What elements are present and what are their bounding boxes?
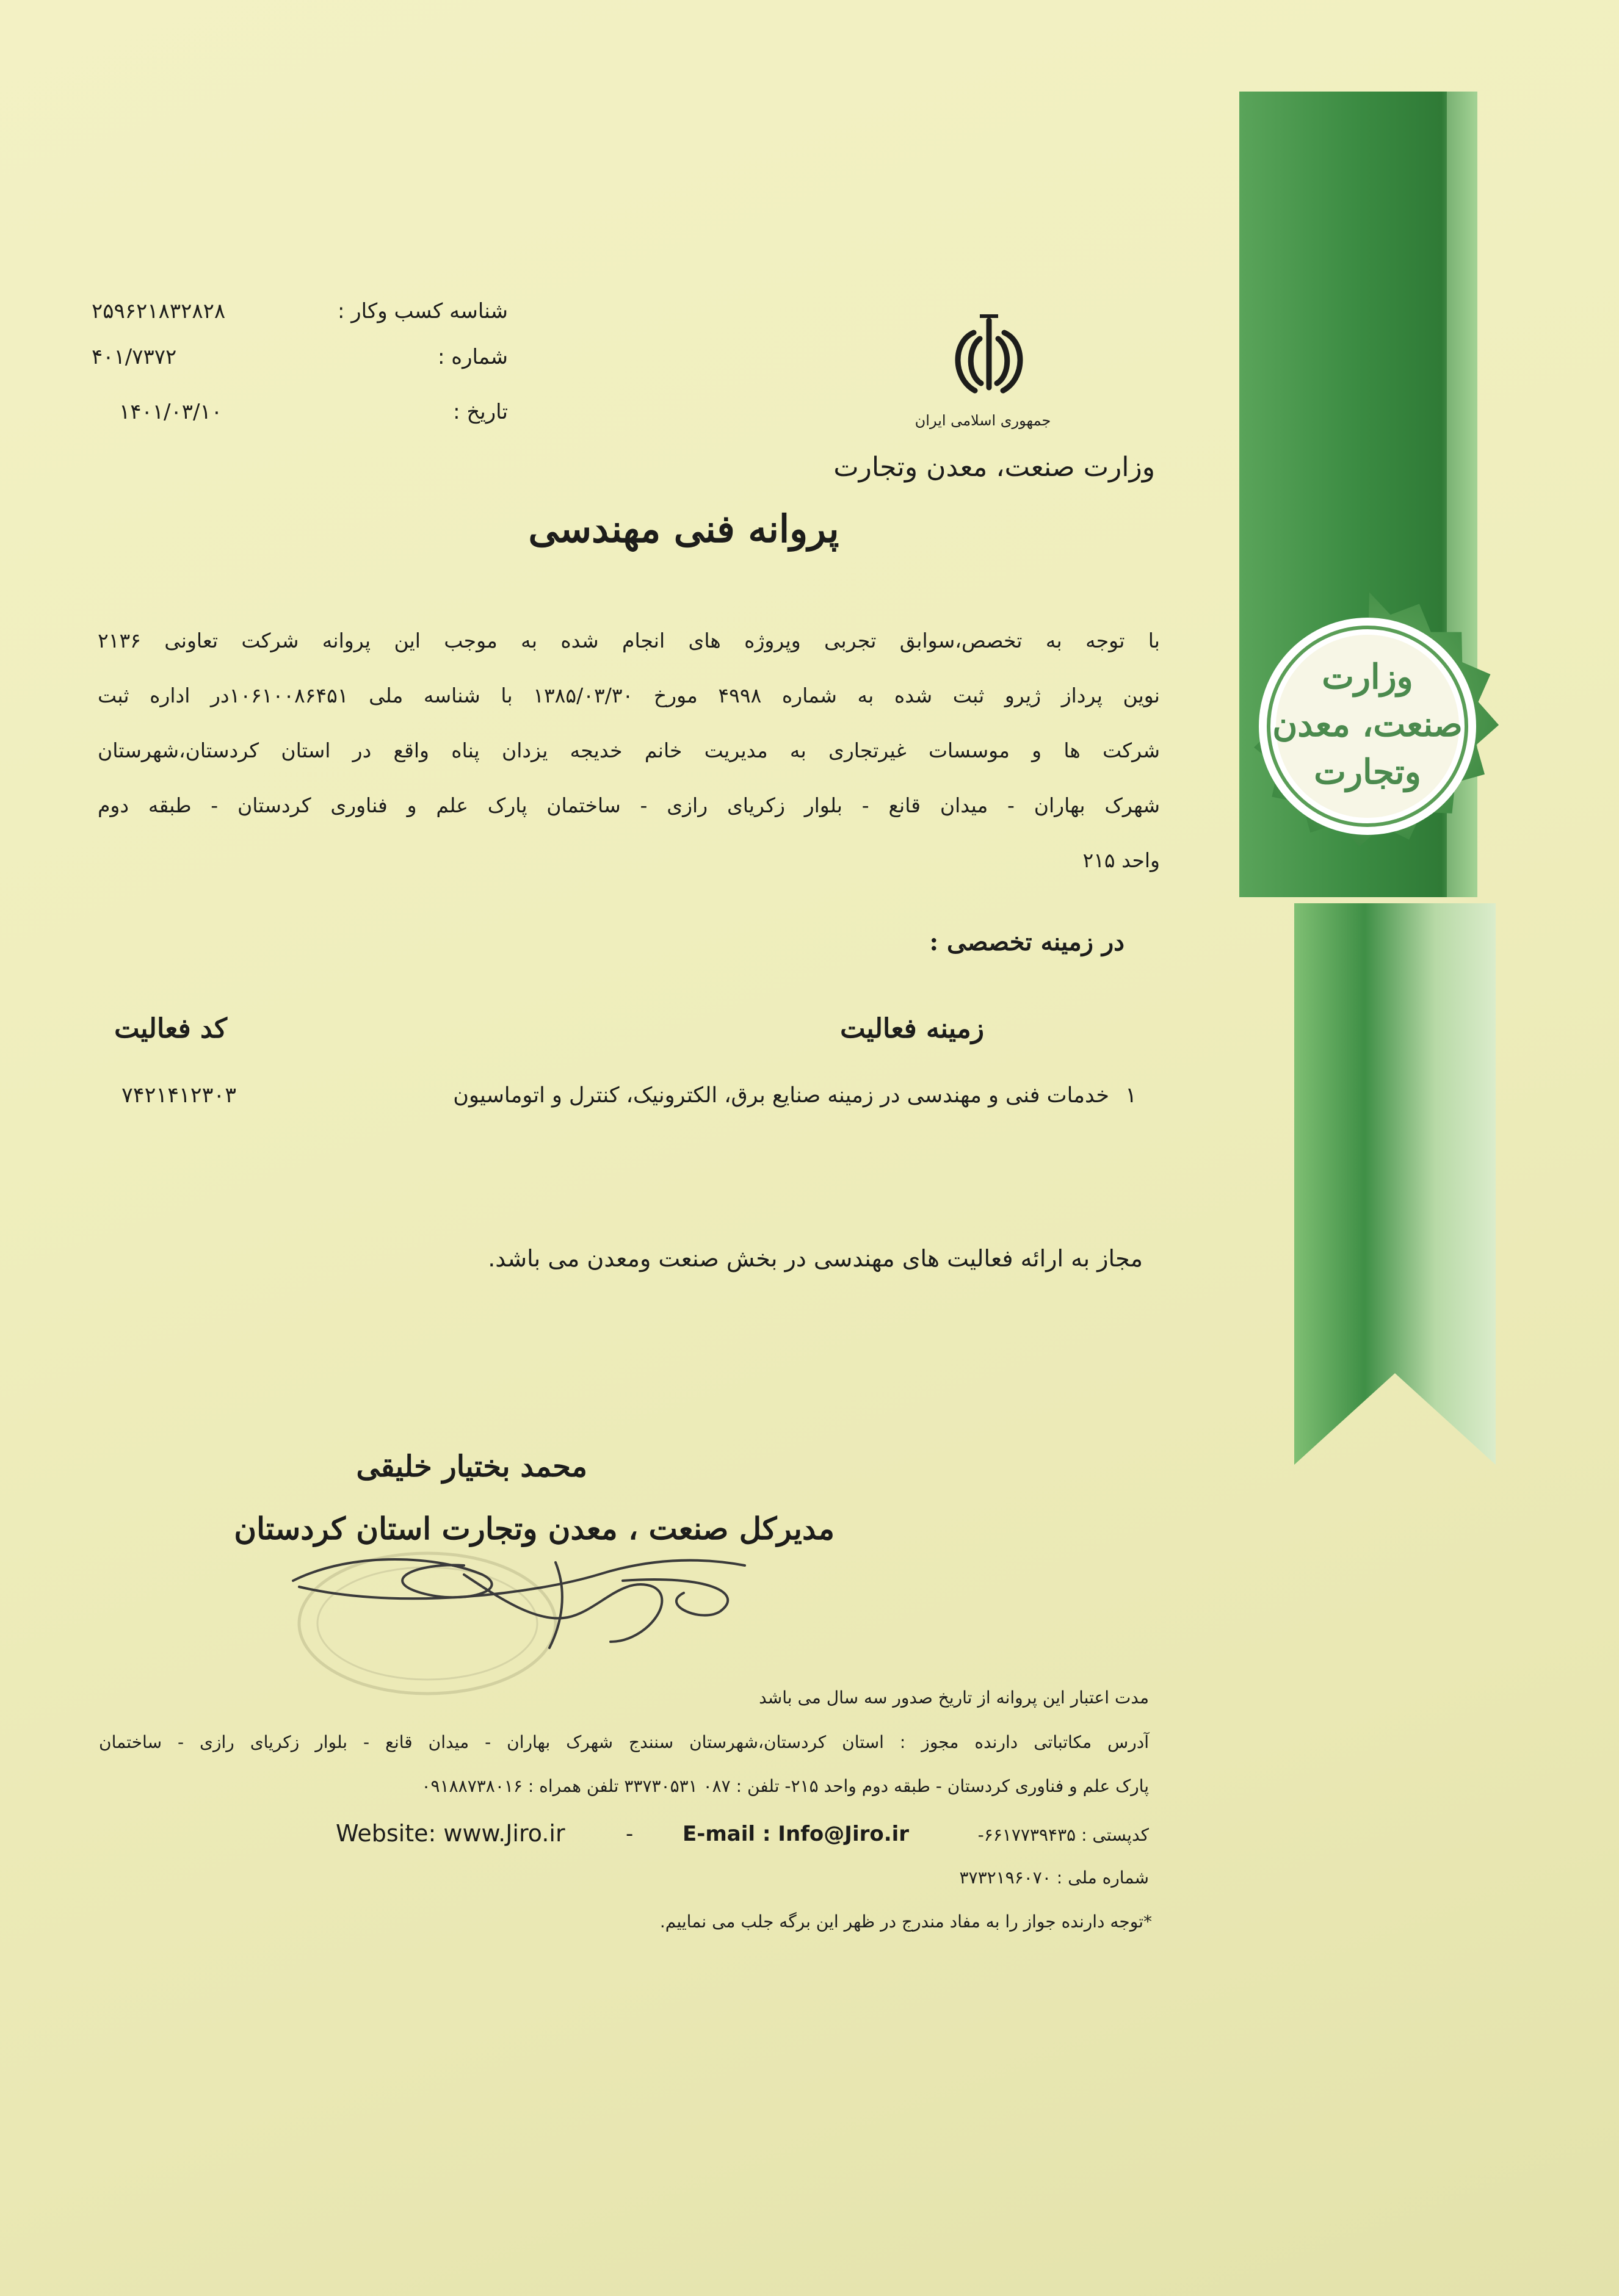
activity-row-code: ۷۴۲۱۴۱۲۳۰۳ — [121, 1083, 236, 1108]
website-link[interactable]: Website: www.Jiro.ir — [336, 1820, 565, 1847]
column-activity-code: کد فعالیت — [114, 1013, 227, 1044]
document-title: پروانه فنی مهندسی — [528, 507, 839, 551]
business-id-value: ۲۵۹۶۲۱۸۳۲۸۲۸ — [92, 299, 226, 323]
column-activity-field: زمینه فعالیت — [840, 1013, 984, 1044]
ministry-name: وزارت صنعت، معدن وتجارت — [833, 452, 1155, 483]
activity-row-description: خدمات فنی و مهندسی در زمینه صنایع برق، الکترونیک، کنترل و اتوماسیون — [453, 1083, 1109, 1108]
signatory-title: مدیرکل صنعت ، معدن وتجارت استان کردستان — [234, 1511, 835, 1547]
seal-line-1: وزارت — [1322, 657, 1413, 697]
postal-code: کدپستی : ۶۶۱۷۷۳۹۴۳۵- — [977, 1825, 1149, 1845]
body-line-4: شهرک بهاران - میدان قانع - بلوار زکریای رازی - ساختمان پارک علم و فناوری کردستان - طبقه دوم — [98, 793, 1160, 817]
number-value: ۴۰۱/۷۳۷۲ — [92, 345, 177, 369]
address-line-2: پارک علم و فناوری کردستان - طبقه دوم واحد ۲۱۵- تلفن : ۰۸۷ ۳۳۷۳۰۵۳۱ تلفن همراه : ۰۹۱۸۸۷۳۸۰۱۶ — [421, 1776, 1149, 1796]
activity-row-index: ۱ — [1125, 1083, 1137, 1108]
body-line-5: واحد ۲۱۵ — [1082, 848, 1160, 872]
seal-line-2: صنعت، معدن — [1272, 704, 1463, 745]
date-label: تاریخ : — [453, 400, 508, 424]
signature — [281, 1538, 769, 1678]
emblem-caption: جمهوری اسلامی ایران — [915, 412, 1051, 429]
signatory-name: محمد بختیار خلیقی — [356, 1449, 587, 1484]
seal-text — [1221, 653, 1514, 796]
email-link[interactable]: E-mail : Info@Jiro.ir — [683, 1822, 910, 1846]
holder-note: *توجه دارنده جواز را به مفاد مندرج در ظهر این برگه جلب می نماییم. — [659, 1912, 1152, 1932]
seal-line-3: وتجارت — [1314, 752, 1421, 792]
business-id-label: شناسه کسب وکار : — [338, 299, 508, 323]
national-id: شماره ملی : ۳۷۳۲۱۹۶۰۷۰ — [959, 1868, 1149, 1888]
address-line-1: آدرس مکاتباتی دارنده مجوز : استان کردستان،شهرستان سنندج شهرک بهاران - میدان قانع - بلوار زکریای رازی - ساختمان — [99, 1732, 1149, 1752]
ribbon-tail — [1294, 903, 1496, 1465]
date-value: ۱۴۰۱/۰۳/۱۰ — [119, 400, 223, 424]
body-line-3: شرکت ها و موسسات غیرتجاری به مدیریت خانم خدیجه یزدان پناه واقع در استان کردستان،شهرستان — [98, 738, 1160, 762]
iran-emblem-icon — [937, 305, 1041, 403]
authorization-text: مجاز به ارائه فعالیت های مهندسی در بخش صنعت ومعدن می باشد. — [488, 1245, 1143, 1272]
specialty-heading: در زمینه تخصصی : — [929, 928, 1125, 956]
validity-note: مدت اعتبار این پروانه از تاریخ صدور سه سال می باشد — [759, 1688, 1149, 1708]
contact-separator: - — [626, 1822, 634, 1846]
body-line-2: نوین پرداز ژیرو ثبت شده به شماره ۴۹۹۸ مورخ ۱۳۸۵/۰۳/۳۰ با شناسه ملی ۱۰۶۱۰۰۸۶۴۵۱در اداره ثبت — [98, 684, 1160, 707]
body-line-1: با توجه به تخصص،سوابق تجربی وپروژه های انجام شده به موجب این پروانه شرکت تعاونی ۲۱۳۶ — [98, 629, 1160, 652]
number-label: شماره : — [438, 345, 508, 369]
